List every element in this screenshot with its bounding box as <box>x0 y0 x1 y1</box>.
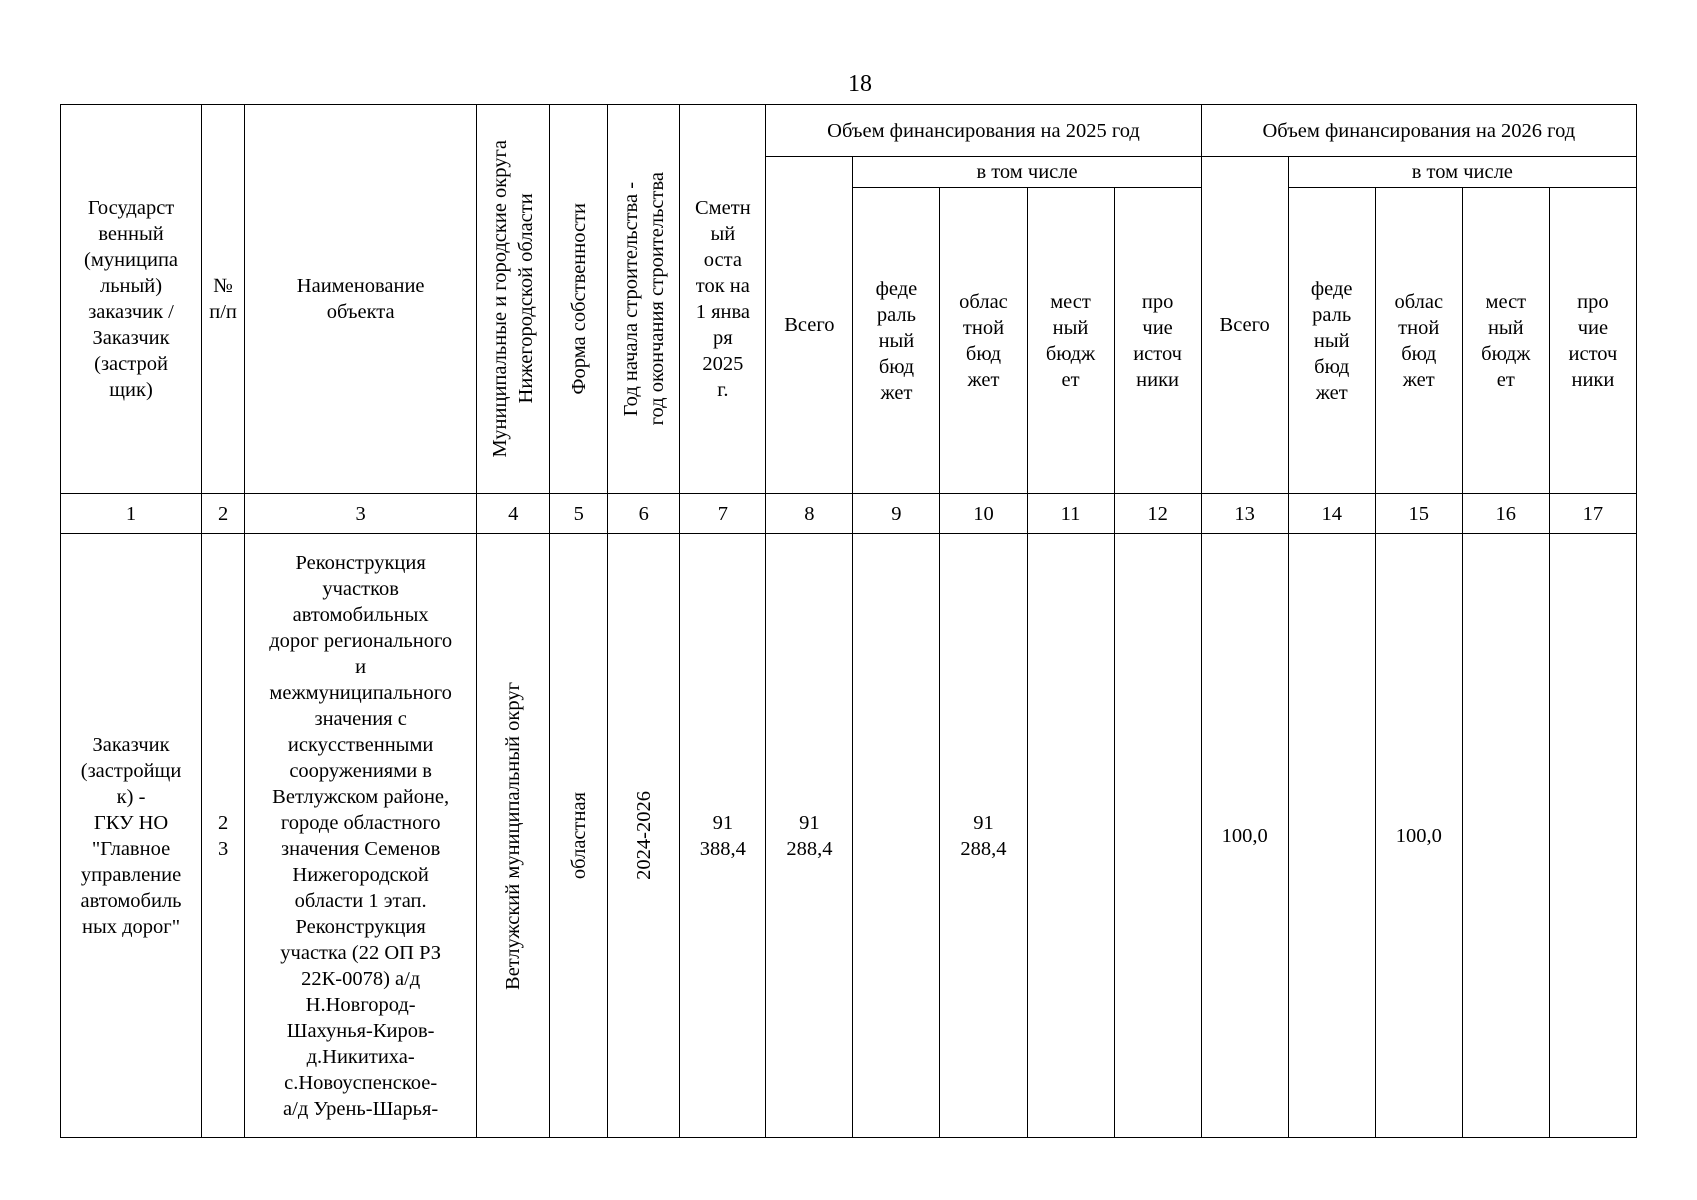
header-fin-2026: Объем финансирования на 2026 год <box>1201 105 1636 157</box>
cell-total-2026: 100,0 <box>1201 534 1288 1138</box>
column-number: 15 <box>1375 494 1462 534</box>
header-districts-text: Муниципальные и городские округа Нижегородской области <box>489 140 538 458</box>
column-number: 5 <box>550 494 608 534</box>
column-number: 8 <box>766 494 853 534</box>
cell-district-text: Ветлужский муниципальный округ <box>502 681 525 990</box>
cell-estimate: 91 388,4 <box>680 534 766 1138</box>
header-estimate: Сметн ый оста ток на 1 янва ря 2025 г. <box>680 105 766 494</box>
header-other-2026: про чие источ ники <box>1549 188 1636 494</box>
column-number: 6 <box>608 494 680 534</box>
cell-ownership-text: областная <box>567 791 590 880</box>
cell-customer: Заказчик (застройщи к) - ГКУ НО "Главное управление автомобиль ных дорог" <box>61 534 202 1138</box>
header-ownership-text: Форма собственности <box>567 203 590 395</box>
column-number: 14 <box>1288 494 1375 534</box>
header-regional-2026: облас тной бюд жет <box>1375 188 1462 494</box>
column-number: 3 <box>245 494 477 534</box>
column-number: 2 <box>202 494 245 534</box>
page-number: 18 <box>848 71 872 97</box>
header-incl-2025: в том числе <box>853 157 1201 188</box>
column-number: 11 <box>1027 494 1114 534</box>
cell-local-2026 <box>1462 534 1549 1138</box>
column-number: 4 <box>477 494 550 534</box>
cell-local-2025 <box>1027 534 1114 1138</box>
cell-federal-2025 <box>853 534 940 1138</box>
column-number: 17 <box>1549 494 1636 534</box>
cell-regional-2026: 100,0 <box>1375 534 1462 1138</box>
cell-federal-2026 <box>1288 534 1375 1138</box>
header-local-2025: мест ный бюдж ет <box>1027 188 1114 494</box>
cell-other-2026 <box>1549 534 1636 1138</box>
column-number: 10 <box>940 494 1027 534</box>
column-number: 1 <box>61 494 202 534</box>
header-federal-2026: феде раль ный бюд жет <box>1288 188 1375 494</box>
header-other-2025: про чие источ ники <box>1114 188 1201 494</box>
cell-years-text: 2024-2026 <box>632 791 655 880</box>
header-years-text: Год начала строительства - год окончания строительства <box>619 172 668 426</box>
header-object-name: Наименование объекта <box>245 105 477 494</box>
cell-other-2025 <box>1114 534 1201 1138</box>
cell-num: 2 3 <box>202 534 245 1138</box>
header-regional-2025: облас тной бюд жет <box>940 188 1027 494</box>
cell-total-2025: 91 288,4 <box>766 534 853 1138</box>
header-customer: Государст венный (муниципа льный) заказчик / Заказчик (застрой щик) <box>61 105 202 494</box>
cell-district <box>477 534 550 1138</box>
column-number: 16 <box>1462 494 1549 534</box>
header-incl-2026: в том числе <box>1288 157 1636 188</box>
column-number: 13 <box>1201 494 1288 534</box>
header-years <box>608 105 680 494</box>
header-local-2026: мест ный бюдж ет <box>1462 188 1549 494</box>
financing-table <box>60 104 1637 1138</box>
cell-regional-2025: 91 288,4 <box>940 534 1027 1138</box>
header-total-2026: Всего <box>1201 157 1288 494</box>
header-federal-2025: феде раль ный бюд жет <box>853 188 940 494</box>
column-number: 9 <box>853 494 940 534</box>
cell-object-name: Реконструкция участков автомобильных дорог регионального и межмуниципального значения с искусственными сооружениями в Ветлужском районе, городе областного значения Семенов Нижегородской области 1 этап. Реконструкция участка (22 ОП РЗ 22К-0078) а/д Н.Новгород- Шахунья-Киров- д.Никитиха- с.Новоуспенское- а/д Урень-Шарья- <box>245 534 477 1138</box>
column-number: 12 <box>1114 494 1201 534</box>
header-num: № п/п <box>202 105 245 494</box>
header-districts <box>477 105 550 494</box>
table-row <box>61 534 1637 1138</box>
header-total-2025: Всего <box>766 157 853 494</box>
cell-ownership <box>550 534 608 1138</box>
header-ownership <box>550 105 608 494</box>
header-fin-2025: Объем финансирования на 2025 год <box>766 105 1201 157</box>
column-number: 7 <box>680 494 766 534</box>
cell-years <box>608 534 680 1138</box>
